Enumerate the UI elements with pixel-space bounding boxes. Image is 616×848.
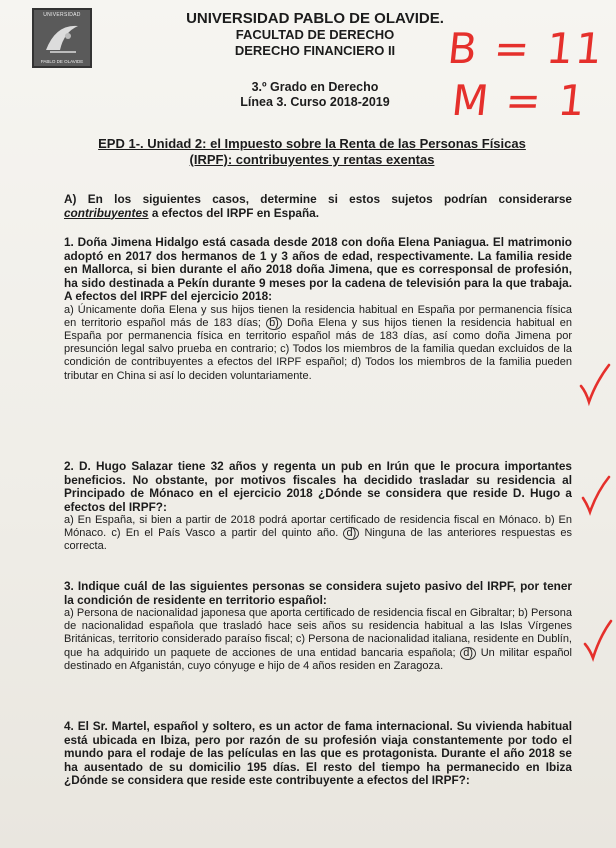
question-3-options: [64, 607, 572, 673]
question-2-statement: 2. D. Hugo Salazar tiene 32 años y regenta un pub en Irún que le procura importantes beneficios. No obstante, por motivos fiscales ha decidido trasladar su residencia al Principado de Mónaco en el ejercicio 2018 ¿Dónde se considera que reside D. Hugo a efectos del IRPF?:: [64, 459, 572, 514]
logo-bottom-text: PABLO DE OLAVIDE: [40, 59, 84, 64]
question-1: [64, 236, 572, 383]
section-a-text-end: a efectos del IRPF en España.: [148, 205, 320, 220]
red-checkmark-icon: [578, 362, 612, 410]
q2-options-part2: Ninguna de las anteriores respuestas es correcta.: [64, 527, 573, 553]
section-a-heading: [64, 193, 572, 220]
q2-options-part1: a) En España, si bien a partir de 2018 podrá aportar certificado de residencia fiscal en Mónaco. b) En Mónaco. c) En el País Vasco a partir del quinto año.: [64, 514, 572, 540]
q1-circled-answer: b): [266, 317, 282, 330]
q1-options-part1: a) Únicamente doña Elena y sus hijos tienen la residencia habitual en España por permanencia física en territorio español más de 183 días;: [64, 303, 572, 329]
q3-options-part2: Un militar español destinado en Afganistán, cuyo cónyuge e hijo de 4 años residen en Zaragoza.: [64, 646, 572, 672]
course-grade: 3.º Grado en Derecho: [251, 80, 379, 94]
question-2: [64, 460, 572, 554]
question-1-options: [64, 304, 572, 383]
unit-title: [72, 136, 552, 168]
handwritten-m-count: M = 1: [449, 76, 590, 125]
document-header: [150, 10, 480, 59]
unit-title-line1: EPD 1-. Unidad 2: el Impuesto sobre la Renta de las Personas Físicas: [98, 136, 526, 151]
logo-emblem-icon: [42, 20, 82, 58]
faculty-name: FACULTAD DE DERECHO: [235, 27, 395, 42]
handwritten-b-count: B = 11: [445, 24, 607, 73]
university-name: UNIVERSIDAD PABLO DE OLAVIDE.: [186, 10, 444, 27]
question-4-statement: 4. El Sr. Martel, español y soltero, es un actor de fama internacional. Su vivienda habitual está ubicada en Ibiza, pero por razón de su profesión viaja constantemente por todo el mundo para el rodaje de las películas en las que es protagonista. Durante el año 2018 se ha ausentado de su domicilio 195 días. El resto del tiempo ha permanecido en Ibiza ¿Dónde se considera que reside este contribuyente a efectos del IRPF?:: [64, 719, 572, 787]
q3-circled-answer: d): [460, 647, 476, 660]
q3-options-part1: a) Persona de nacionalidad japonesa que aporta certificado de residencia fiscal en Gibraltar; b) Persona de nacionalidad española que trasladó hace seis años su residencia habitual a las Islas Vírgenes Británicas, territorio considerado paraíso fiscal; c) Persona de nacionalidad italiana, residente en Dublín, que ha adquirido un paquete de acciones de una entidad bancaria española;: [64, 607, 572, 659]
unit-title-line2: (IRPF): contribuyentes y rentas exentas: [189, 152, 435, 167]
section-a-underlined: contribuyentes: [64, 205, 149, 220]
university-logo: [32, 8, 92, 68]
question-3-statement: 3. Indique cuál de las siguientes personas se considera sujeto pasivo del IRPF, por tener la condición de residente en territorio español:: [64, 579, 572, 607]
course-line: Línea 3. Curso 2018-2019: [240, 95, 390, 109]
question-1-statement: 1. Doña Jimena Hidalgo está casada desde 2018 con doña Elena Paniagua. El matrimonio adoptó en 2017 dos hermanos de 1 y 3 años de edad, respectivamente. La familia reside en Mallorca, si bien durante el año 2018 doña Jimena, que es corresponsal de profesión, ha sido destinada a Pekín durante 9 meses por la cadena de televisión para la que trabaja. A efectos del IRPF del ejercicio 2018:: [64, 235, 572, 303]
question-2-options: [64, 514, 572, 554]
logo-top-text: UNIVERSIDAD: [43, 12, 81, 18]
subject-name: DERECHO FINANCIERO II: [234, 43, 396, 58]
q1-options-part2: Doña Elena y sus hijos tienen la residencia habitual en España por permanencia física en territorio español más de 183 días, así como doña Jimena por presunción legal salvo prueba en contrario; c) Todos los miembros de la familia quedan excluidos de la condición de contribuyentes a efectos del IRPF español; d) Todos los miembros de la familia pueden tributar en China si así lo deciden voluntariamente.: [64, 316, 572, 382]
red-checkmark-icon: [582, 618, 614, 664]
red-checkmark-icon: [580, 474, 612, 520]
q2-circled-answer: d): [343, 527, 359, 540]
question-3: [64, 580, 572, 673]
section-a-text: A) En los siguientes casos, determine si estos sujetos podrían considerarse: [64, 192, 572, 206]
course-info: [180, 80, 450, 110]
